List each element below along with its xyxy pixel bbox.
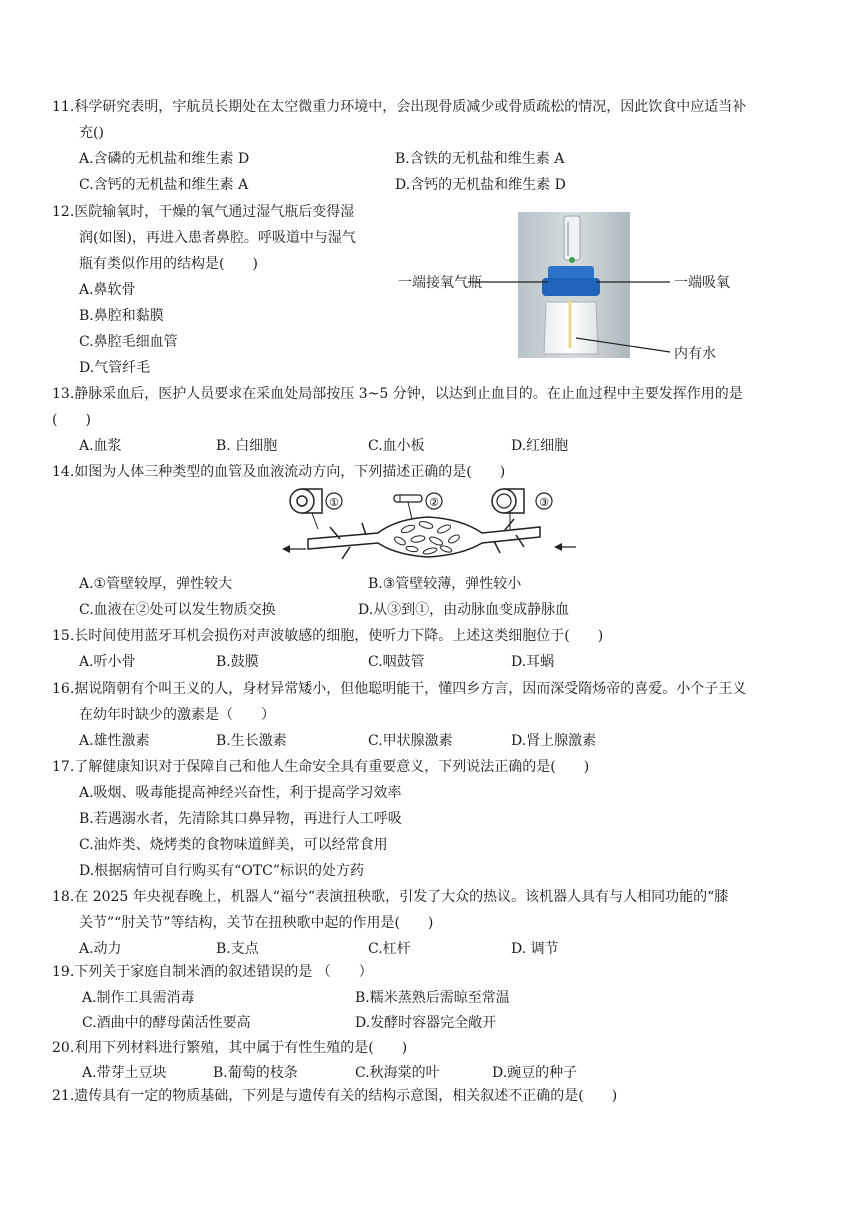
q17-option-c: C.油炸类、烧烤类的食物味道鲜美，可以经常食用: [79, 837, 388, 853]
q12-stem-line2: 润(如图)，再进入患者鼻腔。呼吸道中与湿气: [79, 230, 356, 246]
q15-stem: 15.长时间使用蓝牙耳机会损伤对声波敏感的细胞，使听力下降。上述这类细胞位于( ): [52, 628, 604, 644]
q11-option-c: C.含钙的无机盐和维生素 A: [79, 177, 249, 193]
q17-option-a: A.吸烟、吸毒能提高神经兴奋性，利于提高学习效率: [79, 785, 402, 801]
q21-stem: 21.遗传具有一定的物质基础，下列是与遗传有关的结构示意图，相关叙述不正确的是( ): [52, 1088, 618, 1104]
q11-option-d: D.含钙的无机盐和维生素 D: [395, 177, 566, 193]
q12-option-d: D.气管纤毛: [79, 360, 151, 376]
humidifier-bottle-figure: [398, 212, 740, 362]
q12-stem-line1: 12.医院输氧时，干燥的氧气通过湿气瓶后变得湿: [52, 204, 355, 220]
q13-option-c: C.血小板: [368, 438, 425, 454]
q12-stem-line3: 瓶有类似作用的结构是( ): [79, 256, 258, 272]
q13-option-d: D.红细胞: [511, 438, 569, 454]
q16-option-b: B.生长激素: [216, 733, 287, 749]
q18-stem-line1: 18.在 2025 年央视春晚上，机器人“福兮”表演扭秧歌，引发了大众的热议。该机器人具有与人相同功能的“膝: [52, 889, 729, 905]
q18-stem-line2: 关节”“肘关节”等结构，关节在扭秧歌中起的作用是( ): [79, 915, 434, 931]
q13-stem-line1: 13.静脉采血后，医护人员要求在采血处局部按压 3~5 分钟，以达到止血目的。在止血过程中主要发挥作用的是: [52, 386, 743, 402]
q12-option-a: A.鼻软骨: [79, 282, 136, 298]
q13-stem-line2: ( ): [52, 412, 91, 428]
blue-cap-top: [548, 266, 594, 280]
blood-vessel-figure: [278, 483, 580, 575]
vessel-1-cross-section: [290, 489, 322, 529]
q16-stem-line2: 在幼年时缺少的激素是（ ）: [79, 707, 275, 723]
q18-option-c: C.杠杆: [368, 941, 411, 957]
q14-option-d: D.从③到①，由动脉血变成静脉血: [358, 602, 570, 618]
q16-option-c: C.甲状腺激素: [368, 733, 453, 749]
q20-option-c: C.秋海棠的叶: [355, 1065, 440, 1081]
label-water-inside: 内有水: [674, 346, 716, 362]
blue-cap: [542, 278, 600, 296]
q17-option-b: B.若遇溺水者，先清除其口鼻异物，再进行人工呼吸: [79, 811, 402, 827]
q11-stem-line2: 充(): [79, 125, 104, 141]
flowmeter-tube: [564, 216, 580, 260]
q12-option-c: C.鼻腔毛细血管: [79, 334, 178, 350]
q18-option-d: D. 调节: [511, 941, 559, 957]
flow-arrow-left: [282, 545, 306, 553]
q19-stem: 19.下列关于家庭自制米酒的叙述错误的是 （ ）: [52, 964, 373, 980]
q17-stem: 17.了解健康知识对于保障自己和他人生命安全具有重要意义，下列说法正确的是( ): [52, 759, 590, 775]
label-inhale-end: 一端吸氧: [674, 275, 730, 291]
q18-option-a: A.动力: [79, 941, 122, 957]
q20-stem: 20.利用下列材料进行繁殖，其中属于有性生殖的是( ): [52, 1040, 408, 1056]
q20-option-b: B.葡萄的枝条: [213, 1065, 298, 1081]
q13-option-b: B. 白细胞: [216, 438, 278, 454]
q14-option-b: B.③管壁较薄，弹性较小: [368, 576, 522, 592]
q11-stem-line1: 11.科学研究表明，宇航员长期处在太空微重力环境中，会出现骨质减少或骨质疏松的情况，因此饮食中应适当补: [52, 99, 747, 115]
q15-option-a: A.听小骨: [79, 654, 136, 670]
q14-option-a: A.①管壁较厚，弹性较大: [79, 576, 233, 592]
label-vessel-3: ③: [539, 496, 549, 509]
q11-option-a: A.含磷的无机盐和维生素 D: [79, 151, 250, 167]
q19-option-d: D.发酵时容器完全敞开: [355, 1015, 497, 1031]
flow-arrow-right: [554, 543, 576, 551]
q15-option-d: D.耳蜗: [511, 654, 555, 670]
q17-option-d: D.根据病情可自行购买有“OTC”标识的处方药: [79, 863, 365, 879]
label-vessel-1: ①: [329, 496, 339, 509]
q15-option-b: B.鼓膜: [216, 654, 259, 670]
q14-option-c: C.血液在②处可以发生物质交换: [79, 602, 276, 618]
q19-option-b: B.糯米蒸熟后需晾至常温: [355, 990, 510, 1006]
q20-option-a: A.带芽土豆块: [82, 1065, 167, 1081]
q20-option-d: D.豌豆的种子: [492, 1065, 578, 1081]
q19-option-a: A.制作工具需消毒: [82, 990, 195, 1006]
q18-option-b: B.支点: [216, 941, 259, 957]
q16-stem-line1: 16.据说隋朝有个叫王义的人，身材异常矮小，但他聪明能干，懂四乡方言，因而深受隋炀帝的喜爱。小个子王义: [52, 681, 747, 697]
label-oxygen-tank-end: 一端接氧气瓶: [398, 275, 482, 291]
q13-option-a: A.血浆: [79, 438, 122, 454]
vessel-3-cross-section: [492, 489, 524, 529]
q14-stem: 14.如图为人体三种类型的血管及血液流动方向，下列描述正确的是( ): [52, 464, 506, 480]
q16-option-d: D.肾上腺激素: [511, 733, 597, 749]
q19-option-c: C.酒曲中的酵母菌活性要高: [82, 1015, 251, 1031]
label-vessel-2: ②: [429, 496, 439, 509]
q16-option-a: A.雄性激素: [79, 733, 150, 749]
q12-option-b: B.鼻腔和黏膜: [79, 308, 164, 324]
vessel-2-cross-section: [394, 495, 422, 519]
q11-option-b: B.含铁的无机盐和维生素 A: [395, 151, 565, 167]
q15-option-c: C.咽鼓管: [368, 654, 425, 670]
